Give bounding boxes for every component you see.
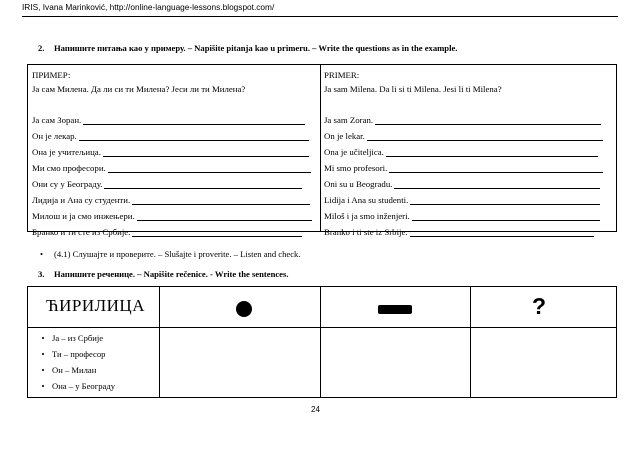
bullet: • bbox=[40, 249, 44, 259]
task-3-text: Напишите реченице. – Napišite rečenice. - Write the sentences. bbox=[54, 269, 289, 279]
prompt-text: Лидија и Ана су студенти. bbox=[32, 195, 131, 205]
list-item-text: Она – у Београду bbox=[52, 381, 116, 391]
prompt-text: Милош и ја смо инжењери. bbox=[32, 211, 135, 221]
negative-answer-cell[interactable] bbox=[326, 333, 464, 393]
prompt-text: Mi smo profesori. bbox=[324, 163, 388, 173]
bullet: • bbox=[41, 333, 45, 343]
prompt-text: Oni su u Beogradu. bbox=[324, 179, 393, 189]
answer-line[interactable] bbox=[132, 227, 302, 237]
prompt-text: Branko i ti ste iz Srbije. bbox=[324, 227, 408, 237]
answer-line[interactable] bbox=[394, 179, 600, 189]
affirmative-circle-icon bbox=[236, 301, 252, 317]
answer-row-latin bbox=[324, 179, 600, 189]
example-table bbox=[27, 64, 617, 237]
task-2-number: 2. bbox=[38, 43, 45, 53]
answer-line[interactable] bbox=[137, 211, 312, 221]
answer-line[interactable] bbox=[389, 163, 603, 173]
answer-line[interactable] bbox=[108, 163, 311, 173]
task-3-instruction bbox=[38, 269, 288, 279]
bullet: • bbox=[41, 365, 45, 375]
example-label-latin: PRIMER: bbox=[324, 70, 360, 80]
prompt-text: Ona je učiteljica. bbox=[324, 147, 384, 157]
prompt-text: Бранко и ти сте из Србије. bbox=[32, 227, 131, 237]
list-item bbox=[34, 333, 103, 343]
answer-row-cyrillic bbox=[32, 147, 309, 157]
page-header: IRIS, Ivana Marinković, http://online-language-lessons.blogspot.com/ bbox=[22, 2, 275, 12]
bullet: • bbox=[41, 381, 45, 391]
table-column-divider bbox=[320, 287, 321, 397]
answer-row-cyrillic bbox=[32, 179, 302, 189]
list-item-text: Ти – професор bbox=[52, 349, 106, 359]
prompt-text: On je lekar. bbox=[324, 131, 365, 141]
table-column-divider bbox=[159, 287, 160, 397]
answer-line[interactable] bbox=[375, 115, 601, 125]
answer-line[interactable] bbox=[103, 147, 309, 157]
negative-minus-icon bbox=[378, 305, 412, 314]
example-label-cyrillic: ПРИМЕР: bbox=[32, 70, 71, 80]
page-number: 24 bbox=[311, 405, 320, 414]
example-sentence-latin: Ja sam Milena. Da li si ti Milena. Jesi li ti Milena? bbox=[324, 84, 502, 94]
answer-row-cyrillic bbox=[32, 115, 305, 125]
bullet: • bbox=[41, 349, 45, 359]
listen-text: (4.1) Слушајте и проверите. – Slušajte i proverite. – Listen and check. bbox=[54, 249, 301, 259]
cyrillic-header: ЋИРИЛИЦА bbox=[46, 296, 145, 315]
answer-row-latin bbox=[324, 115, 601, 125]
prompt-text: Lidija i Ana su studenti. bbox=[324, 195, 409, 205]
task-2-instruction bbox=[38, 43, 457, 53]
answer-line[interactable] bbox=[79, 131, 309, 141]
prompt-text: Она је учитељица. bbox=[32, 147, 101, 157]
answer-line[interactable] bbox=[412, 211, 600, 221]
answer-line[interactable] bbox=[83, 115, 305, 125]
answer-line[interactable] bbox=[410, 195, 600, 205]
answer-row-cyrillic bbox=[32, 131, 309, 141]
list-item-text: Он – Милан bbox=[52, 365, 97, 375]
answer-row-latin bbox=[324, 147, 598, 157]
answer-row-latin bbox=[324, 211, 600, 221]
answer-row-latin bbox=[324, 227, 594, 237]
question-mark-icon: ? bbox=[532, 293, 547, 319]
table-column-divider bbox=[470, 287, 471, 397]
answer-row-latin bbox=[324, 163, 603, 173]
table-header-rule bbox=[28, 327, 616, 328]
table-column-divider bbox=[320, 65, 321, 231]
answer-row-cyrillic bbox=[32, 227, 302, 237]
list-item bbox=[34, 365, 96, 375]
answer-line[interactable] bbox=[132, 195, 310, 205]
answer-row-cyrillic bbox=[32, 195, 310, 205]
prompt-text: Ja sam Zoran. bbox=[324, 115, 374, 125]
list-item bbox=[34, 349, 105, 359]
task-2-text: Напишите питања као у примеру. – Napišite pitanja kao u primeru. – Write the questions as in the example. bbox=[54, 43, 458, 53]
answer-row-cyrillic bbox=[32, 163, 311, 173]
answer-row-latin bbox=[324, 195, 600, 205]
prompt-text: Ја сам Зоран. bbox=[32, 115, 82, 125]
prompt-text: Ми смо професори. bbox=[32, 163, 106, 173]
listen-and-check bbox=[40, 249, 300, 259]
task-3-number: 3. bbox=[38, 269, 45, 279]
list-item-text: Ја – из Србије bbox=[52, 333, 104, 343]
header-rule bbox=[22, 16, 618, 17]
prompt-text: Miloš i ja smo inženjeri. bbox=[324, 211, 410, 221]
question-answer-cell[interactable] bbox=[476, 333, 612, 393]
answer-line[interactable] bbox=[367, 131, 603, 141]
affirmative-answer-cell[interactable] bbox=[165, 333, 315, 393]
answer-line[interactable] bbox=[104, 179, 302, 189]
answer-row-latin bbox=[324, 131, 603, 141]
list-item bbox=[34, 381, 115, 391]
prompt-text: Они су у Београду. bbox=[32, 179, 103, 189]
example-sentence-cyrillic: Ја сам Милена. Да ли си ти Милена? Јеси ли ти Милена? bbox=[32, 84, 246, 94]
prompt-text: Он је лекар. bbox=[32, 131, 77, 141]
writing-table bbox=[27, 286, 617, 398]
answer-row-cyrillic bbox=[32, 211, 312, 221]
answer-line[interactable] bbox=[386, 147, 598, 157]
answer-line[interactable] bbox=[410, 227, 594, 237]
